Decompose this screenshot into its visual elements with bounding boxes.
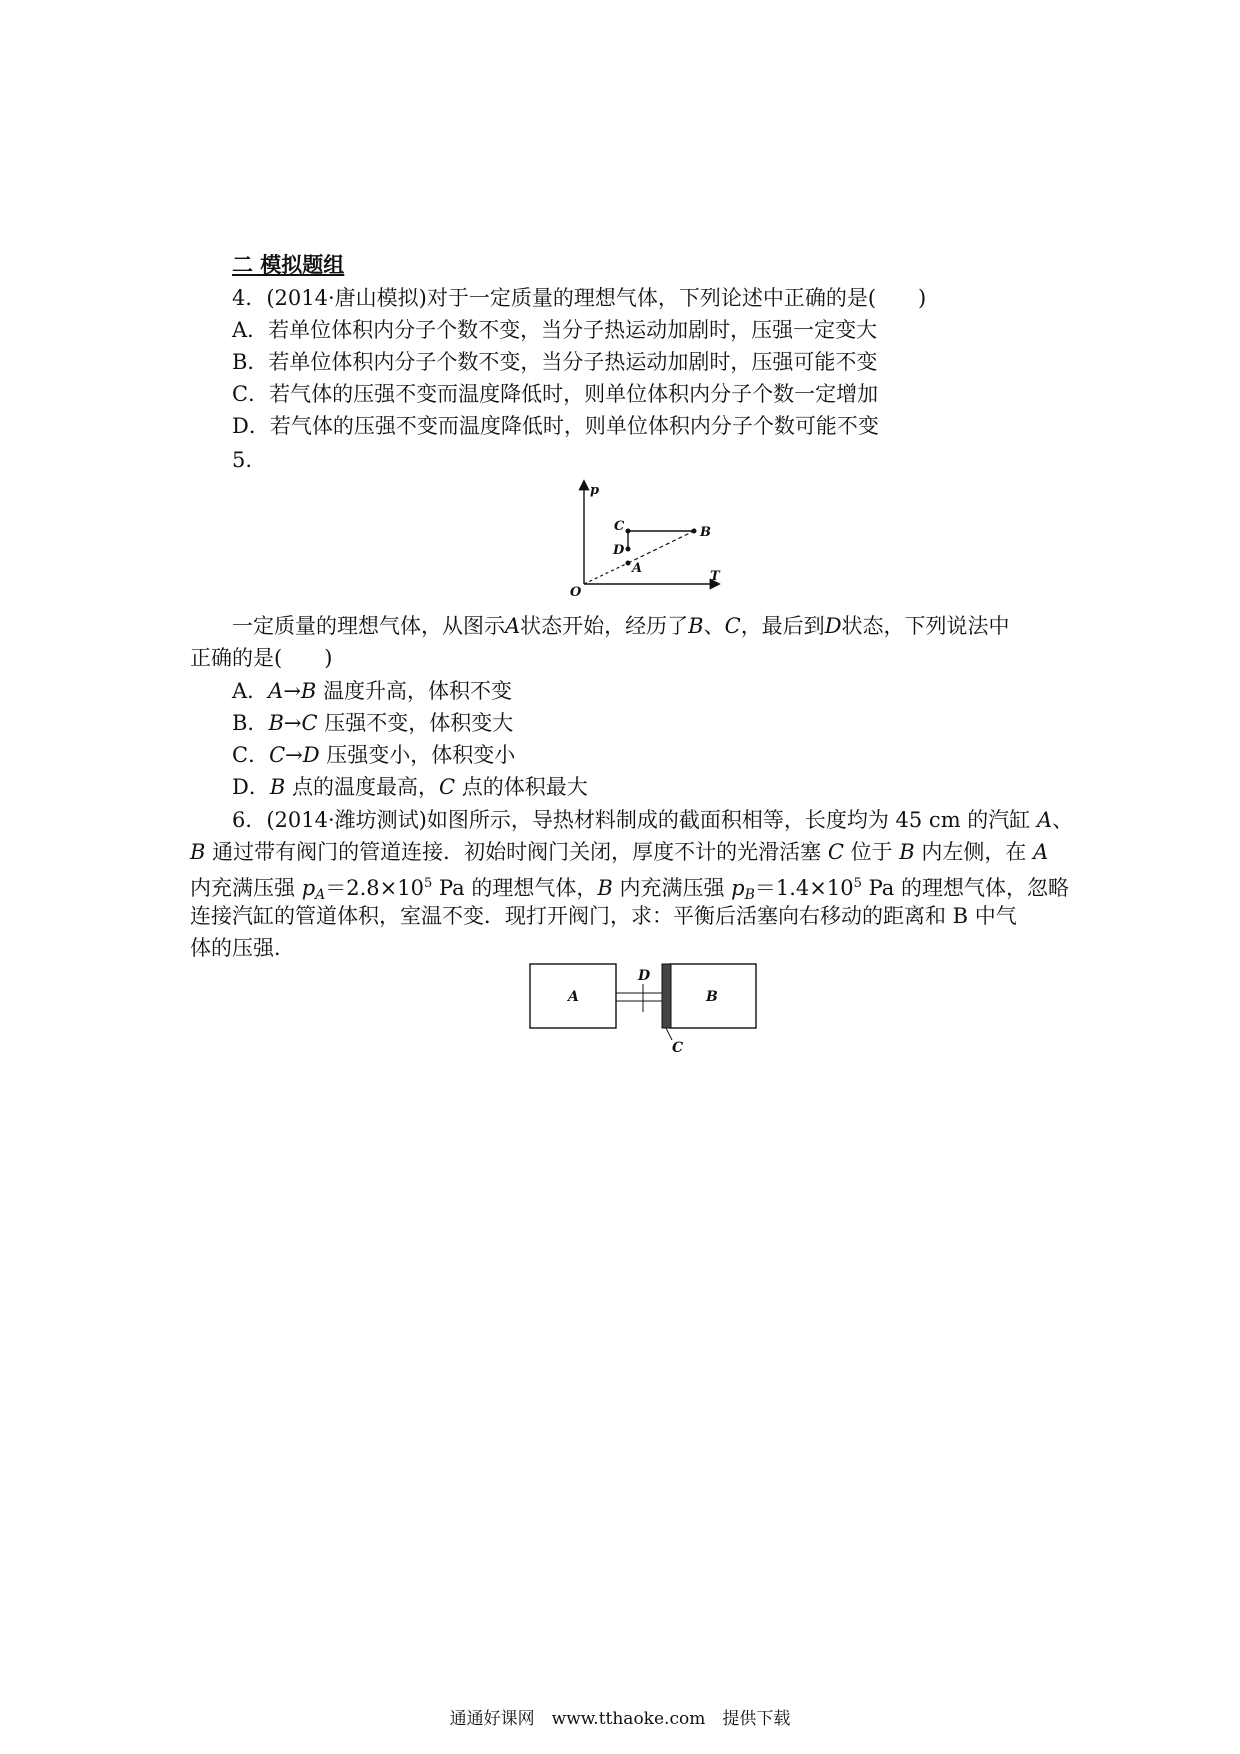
point-c — [626, 529, 631, 534]
label-o: O — [570, 585, 582, 600]
q5-option-b: B．B→C 压强不变，体积变大 — [232, 711, 514, 735]
q4-option-d: D．若气体的压强不变而温度降低时，则单位体积内分子个数可能不变 — [232, 414, 879, 438]
point-b — [692, 529, 697, 534]
section-title: 二 模拟题组 — [232, 252, 345, 277]
point-a — [626, 561, 631, 566]
q6-line2: B 通过带有阀门的管道连接．初始时阀门关闭，厚度不计的光滑活塞 C 位于 B 内左侧，在 A — [190, 840, 1049, 864]
line-a-b — [628, 531, 694, 563]
q5-number: 5. — [232, 448, 253, 472]
q4-stem: 4．(2014·唐山模拟)对于一定质量的理想气体，下列论述中正确的是( ) — [232, 286, 927, 310]
q5-stem-line1: 一定质量的理想气体，从图示A状态开始，经历了B、C，最后到D状态，下列说法中 — [232, 614, 1010, 638]
piston-leader — [666, 1028, 672, 1040]
label-t: T — [710, 569, 720, 584]
q5-stem-line2: 正确的是( ) — [190, 646, 333, 670]
label-p: p — [590, 483, 600, 498]
piston-c — [662, 964, 671, 1028]
q5-option-c: C．C→D 压强变小，体积变小 — [232, 743, 516, 767]
label-piston-c: C — [672, 1040, 684, 1056]
q6-line3: 内充满压强 $p_A=2.8\times 10^5$ Pa 的理想气体，B 内充满压强 $p_B=1.4\times 10^5$ Pa 的理想气体，忽略 — [190, 876, 1069, 903]
q4-option-b: B．若单位体积内分子个数不变，当分子热运动加剧时，压强可能不变 — [232, 350, 878, 374]
label-d: D — [613, 543, 625, 558]
footer: 通通好课网 www.tthaoke.com 提供下载 — [449, 1709, 791, 1729]
label-c: C — [614, 519, 625, 534]
label-cyl-b: B — [706, 989, 718, 1005]
point-d — [626, 547, 631, 552]
q5-option-a: A．A→B 温度升高，体积不变 — [232, 679, 513, 703]
pt-graph — [560, 476, 740, 600]
q6-line5: 体的压强． — [190, 936, 295, 960]
q4-option-a: A．若单位体积内分子个数不变，当分子热运动加剧时，压强一定变大 — [232, 318, 878, 342]
cylinder-figure — [528, 960, 764, 1060]
dashed-origin-line — [584, 563, 628, 584]
label-valve-d: D — [638, 968, 651, 984]
q6-line4: 连接汽缸的管道体积，室温不变．现打开阀门，求：平衡后活塞向右移动的距离和 B 中气 — [190, 904, 1017, 928]
q5-option-d: D．B 点的温度最高，C 点的体积最大 — [232, 775, 588, 799]
label-b: B — [700, 525, 711, 540]
q4-option-c: C．若气体的压强不变而温度降低时，则单位体积内分子个数一定增加 — [232, 382, 879, 406]
label-a: A — [632, 561, 643, 576]
q6-line1: 6．(2014·潍坊测试)如图所示，导热材料制成的截面积相等，长度均为 45 cm 的汽缸 A、 — [232, 808, 1074, 832]
label-cyl-a: A — [568, 989, 579, 1005]
